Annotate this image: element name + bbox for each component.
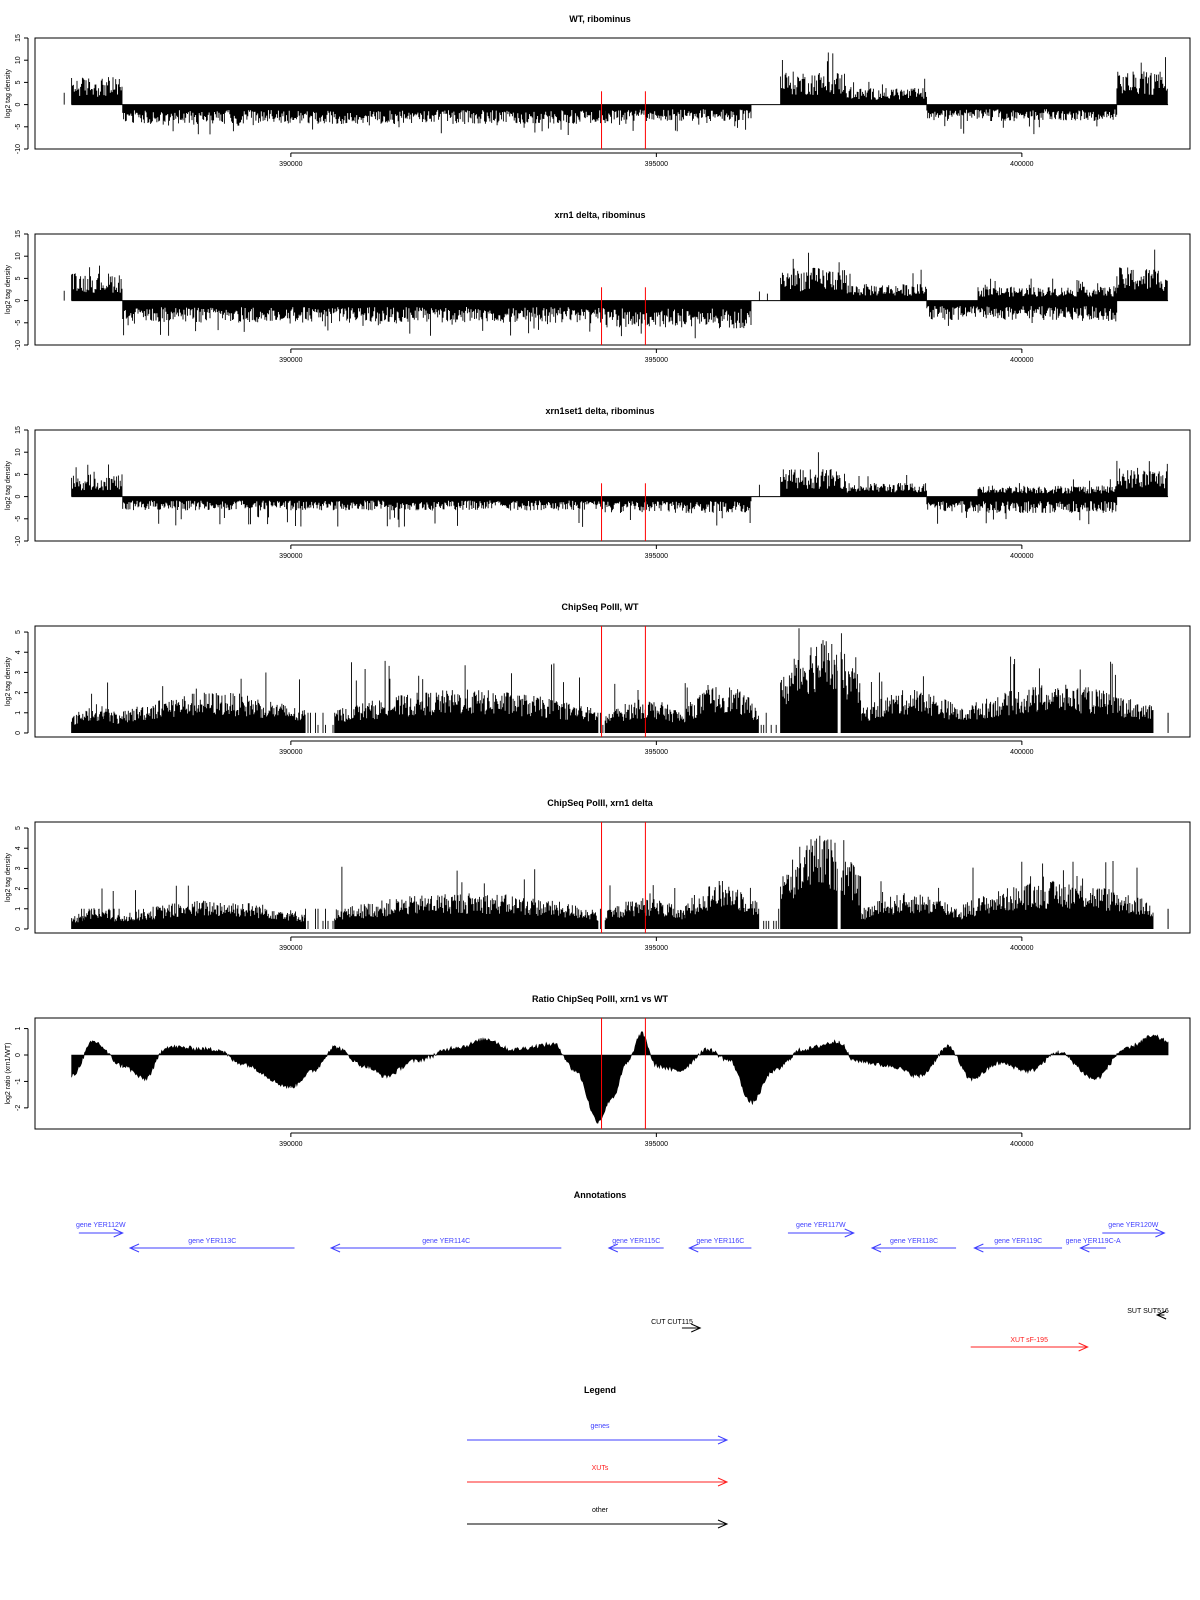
y-tick-label: 10 [15, 252, 22, 261]
ratio-area [72, 1032, 1169, 1124]
annotation-gene-yer119c [974, 1238, 1062, 1252]
annotation-label: gene YER113C [188, 1238, 237, 1245]
plot-frame [35, 430, 1190, 541]
annotation-label: gene YER115C [612, 1238, 661, 1245]
panel-title: ChipSeq PolII, xrn1 delta [547, 798, 653, 808]
annotation-gene-yer112w [76, 1222, 126, 1237]
y-axis-label: log2 tag density [5, 852, 12, 903]
annotation-label: CUT CUT115 [651, 1319, 693, 1326]
y-tick-label: -10 [15, 143, 22, 155]
annotation-gene-yer117w [788, 1222, 854, 1237]
y-tick-label: 1 [15, 710, 22, 715]
annotation-gene-yer115c [609, 1238, 664, 1252]
x-tick-label: 395000 [644, 357, 669, 364]
panel-title: ChipSeq PolII, WT [561, 602, 639, 612]
y-tick-label: 0 [15, 731, 22, 735]
y-tick-label: 10 [15, 448, 22, 457]
annotation-label: SUT SUT516 [1127, 1308, 1169, 1315]
y-tick-label: 5 [15, 80, 22, 85]
y-tick-label: -2 [15, 1104, 22, 1111]
legend-item-genes [467, 1423, 727, 1444]
x-tick-label: 390000 [279, 357, 303, 364]
annotation-gene-yer114c [331, 1238, 561, 1252]
legend-label: other [592, 1507, 608, 1514]
y-tick-label: 3 [15, 866, 22, 871]
y-tick-label: -10 [15, 535, 22, 547]
legend-item-other [467, 1507, 727, 1528]
panel-title: xrn1set1 delta, ribominus [545, 406, 655, 416]
annotation-label: gene YER120W [1108, 1222, 1159, 1229]
y-tick-label: 15 [15, 34, 22, 42]
x-tick-label: 390000 [279, 161, 303, 168]
x-tick-label: 395000 [644, 161, 669, 168]
x-tick-label: 395000 [644, 1141, 669, 1148]
y-tick-label: 1 [15, 906, 22, 911]
annotation-label: gene YER119C [994, 1238, 1043, 1245]
plot-frame [35, 38, 1190, 149]
y-axis-label: log2 tag density [5, 68, 12, 119]
y-tick-label: 0 [15, 102, 22, 107]
x-tick-label: 400000 [1010, 357, 1034, 364]
y-tick-label: 1 [15, 1026, 22, 1031]
y-tick-label: -5 [15, 319, 22, 326]
annotation-gene-yer120w [1102, 1222, 1164, 1237]
legend-label: genes [590, 1423, 610, 1430]
x-tick-label: 400000 [1010, 749, 1034, 756]
y-tick-label: 15 [15, 230, 22, 238]
y-tick-label: -10 [15, 339, 22, 351]
x-tick-label: 400000 [1010, 553, 1034, 560]
x-tick-label: 395000 [644, 749, 669, 756]
y-tick-label: -5 [15, 123, 22, 130]
y-tick-label: 0 [15, 494, 22, 499]
y-tick-label: -1 [15, 1078, 22, 1085]
annotation-label: gene YER114C [422, 1238, 471, 1245]
y-tick-label: 5 [15, 276, 22, 281]
legend-title: Legend [583, 1385, 617, 1395]
annotation-label: gene YER117W [796, 1222, 846, 1229]
x-tick-label: 390000 [279, 1141, 303, 1148]
y-axis-label: log2 tag density [5, 264, 12, 315]
y-tick-label: 5 [15, 630, 22, 635]
legend-item-xuts [467, 1465, 727, 1486]
signal-bars [64, 53, 1167, 136]
signal-bars [72, 628, 1153, 733]
y-axis-label: log2 tag density [5, 460, 12, 511]
annotation-label: gene YER119C-A [1065, 1238, 1121, 1245]
x-tick-label: 395000 [644, 945, 669, 952]
signal-gap [838, 823, 841, 929]
y-tick-label: -5 [15, 515, 22, 522]
annotation-gene-yer113c [130, 1238, 294, 1252]
annotations-title: Annotations [573, 1190, 627, 1200]
y-tick-label: 4 [15, 846, 22, 851]
x-tick-label: 390000 [279, 553, 303, 560]
y-axis-label: log2 tag density [5, 656, 12, 707]
panel-title: xrn1 delta, ribominus [554, 210, 646, 220]
legend-label: XUTs [591, 1465, 609, 1472]
annotation-label: XUT sF-195 [1010, 1337, 1048, 1344]
panel-ratio [5, 994, 1190, 1148]
y-tick-label: 2 [15, 886, 22, 891]
x-tick-label: 400000 [1010, 1141, 1034, 1148]
panel-xrn1set1-ribominus [5, 406, 1190, 560]
y-axis-label: log2 ratio (xrn1/WT) [5, 1042, 12, 1105]
x-tick-label: 390000 [279, 749, 303, 756]
signal-bars [64, 250, 1167, 339]
annotation-sut-sut516 [1127, 1308, 1169, 1319]
panel-chipseq-xrn1 [5, 798, 1190, 952]
y-tick-label: 5 [15, 472, 22, 477]
signal-bars [72, 452, 1168, 527]
x-tick-label: 400000 [1010, 945, 1034, 952]
plot-frame [35, 234, 1190, 345]
annotation-cut-cut115 [651, 1319, 700, 1332]
y-tick-label: 10 [15, 56, 22, 65]
y-tick-label: 4 [15, 650, 22, 655]
panel-xrn1-ribominus [5, 210, 1190, 364]
annotation-label: gene YER118C [890, 1238, 939, 1245]
y-tick-label: 0 [15, 927, 22, 931]
y-tick-label: 0 [15, 1053, 22, 1057]
annotation-xut-sf-195 [971, 1337, 1088, 1351]
x-tick-label: 390000 [279, 945, 303, 952]
y-tick-label: 5 [15, 826, 22, 831]
panel-wt-ribominus [5, 14, 1190, 168]
y-tick-label: 3 [15, 670, 22, 675]
annotation-gene-yer116c [689, 1238, 751, 1252]
y-tick-label: 2 [15, 690, 22, 695]
annotation-gene-yer119c-a [1066, 1238, 1121, 1252]
panel-title: WT, ribominus [569, 14, 631, 24]
signal-bars [72, 836, 1153, 929]
annotation-label: gene YER116C [696, 1238, 745, 1245]
x-tick-label: 395000 [644, 553, 669, 560]
annotation-gene-yer118c [872, 1238, 956, 1252]
x-tick-label: 400000 [1010, 161, 1034, 168]
y-tick-label: 0 [15, 298, 22, 303]
panel-title: Ratio ChipSeq PolII, xrn1 vs WT [531, 994, 669, 1004]
signal-gap [838, 627, 841, 733]
panel-chipseq-wt [5, 602, 1190, 756]
annotation-label: gene YER112W [76, 1222, 126, 1229]
y-tick-label: 15 [15, 426, 22, 434]
